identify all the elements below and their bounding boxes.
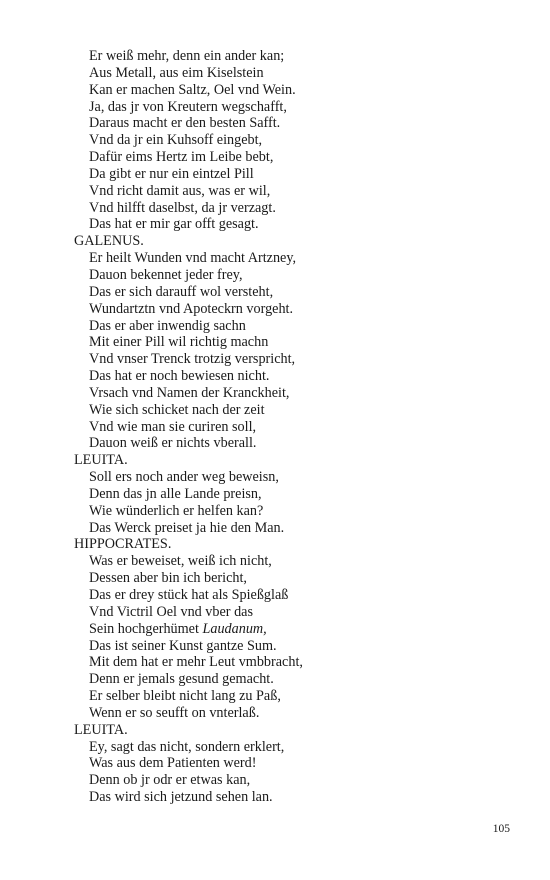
verse-line: [74, 739, 514, 756]
verse-line: [74, 772, 514, 789]
verse-text-block: [74, 48, 514, 806]
line-text: Kan er machen Saltz, Oel vnd Wein.: [89, 81, 296, 98]
verse-line: [74, 671, 514, 688]
verse-line: [74, 250, 514, 267]
verse-line: [74, 503, 514, 520]
verse-line: [74, 402, 514, 419]
line-text: Das er aber inwendig sachn: [89, 317, 246, 334]
verse-line: [74, 553, 514, 570]
line-text: Ey, sagt das nicht, sondern erklert,: [89, 738, 285, 755]
speaker-heading: [74, 452, 514, 469]
line-text: Vnd wie man sie curiren soll,: [89, 418, 257, 435]
line-text: Das ist seiner Kunst gantze Sum.: [89, 637, 277, 654]
verse-line: [74, 789, 514, 806]
line-text: Wie sich schicket nach der zeit: [89, 401, 265, 418]
verse-line: [74, 65, 514, 82]
verse-line: [74, 166, 514, 183]
line-text: Mit dem hat er mehr Leut vmbbracht,: [89, 654, 303, 671]
line-text: Dessen aber bin ich bericht,: [89, 570, 247, 587]
line-text: Das hat er mir gar offt gesagt.: [89, 216, 259, 233]
line-text: LEUITA.: [74, 721, 128, 738]
line-text: Das wird sich jetzund sehen lan.: [89, 789, 273, 806]
line-text: Aus Metall, aus eim Kiselstein: [89, 64, 264, 81]
verse-line: [74, 334, 514, 351]
verse-line: [74, 368, 514, 385]
line-text: Ja, das jr von Kreutern wegschafft,: [89, 98, 287, 115]
line-text: Dauon bekennet jeder frey,: [89, 266, 243, 283]
line-text: Vnd richt damit aus, was er wil,: [89, 182, 271, 199]
verse-line: [74, 621, 514, 638]
verse-line: [74, 638, 514, 655]
speaker-heading: [74, 722, 514, 739]
line-text: Vnd hilfft daselbst, da jr verzagt.: [89, 199, 276, 216]
verse-line: [74, 99, 514, 116]
line-italic-text: Laudanum,: [202, 620, 267, 637]
verse-line: [74, 469, 514, 486]
line-text: Er weiß mehr, denn ein ander kan;: [89, 48, 285, 64]
verse-line: [74, 351, 514, 368]
verse-line: [74, 216, 514, 233]
line-text: Vnd Victril Oel vnd vber das: [89, 603, 253, 620]
verse-line: [74, 486, 514, 503]
verse-line: [74, 604, 514, 621]
line-text: Mit einer Pill wil richtig machn: [89, 334, 269, 351]
line-text: Daraus macht er den besten Safft.: [89, 115, 281, 132]
verse-line: [74, 48, 514, 65]
verse-line: [74, 318, 514, 335]
line-text: Da gibt er nur ein eintzel Pill: [89, 165, 254, 182]
verse-line: [74, 755, 514, 772]
page-number: 105: [492, 823, 510, 835]
verse-line: [74, 115, 514, 132]
line-text: Was aus dem Patienten werd!: [89, 755, 257, 772]
verse-line: [74, 587, 514, 604]
verse-line: [74, 385, 514, 402]
line-text: GALENUS.: [74, 233, 144, 250]
line-text: Das hat er noch bewiesen nicht.: [89, 368, 270, 385]
line-text: HIPPOCRATES.: [74, 536, 172, 553]
line-text: Denn er jemals gesund gemacht.: [89, 671, 274, 688]
line-text: Wenn er so seufft on vnterlaß.: [89, 704, 260, 721]
verse-line: [74, 705, 514, 722]
line-text: Dafür eims Hertz im Leibe bebt,: [89, 149, 274, 166]
verse-line: [74, 570, 514, 587]
line-text: LEUITA.: [74, 452, 128, 469]
verse-line: [74, 688, 514, 705]
line-text: Denn das jn alle Lande preisn,: [89, 485, 262, 502]
verse-line: [74, 301, 514, 318]
line-text: Das er sich darauff wol versteht,: [89, 283, 274, 300]
speaker-heading: [74, 536, 514, 553]
verse-line: [74, 183, 514, 200]
line-text: Vnd vnser Trenck trotzig verspricht,: [89, 351, 296, 368]
verse-line: [74, 654, 514, 671]
verse-line: [74, 435, 514, 452]
verse-line: [74, 200, 514, 217]
line-text: Das Werck preiset ja hie den Man.: [89, 519, 285, 536]
line-text: Er selber bleibt nicht lang zu Paß,: [89, 688, 281, 705]
line-text: Das er drey stück hat als Spießglaß: [89, 587, 289, 603]
line-text: Vrsach vnd Namen der Kranckheit,: [89, 384, 290, 401]
line-text: Was er beweiset, weiß ich nicht,: [89, 553, 272, 570]
verse-line: [74, 284, 514, 301]
line-text: Er heilt Wunden vnd macht Artzney,: [89, 250, 297, 267]
verse-line: [74, 267, 514, 284]
line-text: Denn ob jr odr er etwas kan,: [89, 772, 251, 789]
verse-line: [74, 419, 514, 436]
verse-line: [74, 149, 514, 166]
line-text: Sein hochgerhümet: [89, 620, 203, 637]
verse-line: [74, 132, 514, 149]
line-text: Wie wünderlich er helfen kan?: [89, 502, 264, 519]
speaker-heading: [74, 233, 514, 250]
verse-line: [74, 520, 514, 537]
line-text: Soll ers noch ander weg beweisn,: [89, 469, 279, 486]
line-text: Dauon weiß er nichts vberall.: [89, 435, 257, 452]
line-text: Vnd da jr ein Kuhsoff eingebt,: [89, 132, 263, 149]
line-text: Wundartztn vnd Apoteckrn vorgeht.: [89, 300, 294, 317]
verse-line: [74, 82, 514, 99]
